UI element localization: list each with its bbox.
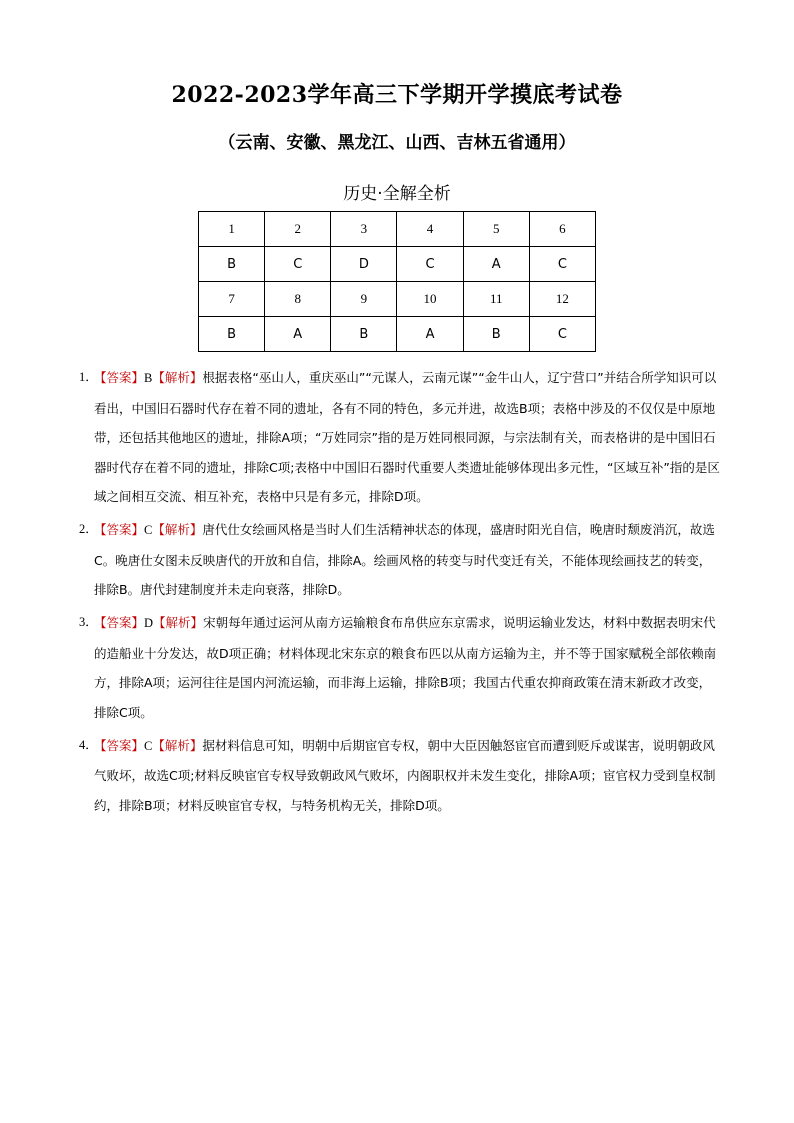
answer-letter: C (144, 523, 153, 537)
question-number: 5 (463, 212, 529, 247)
question-number-row (199, 282, 596, 317)
document-subtitle: （云南、安徽、黑龙江、山西、吉林五省通用） (218, 133, 576, 153)
question-number: 10 (397, 282, 463, 317)
item-number: 1． (79, 370, 98, 384)
question-number: 11 (463, 282, 529, 317)
analysis-tag: 【解析】 (152, 737, 203, 753)
answer-cell: C (529, 317, 595, 352)
answer-row (199, 317, 596, 352)
explanation-text: 宋朝每年通过运河从南方运输粮食布帛供应东京需求，说明运输业发达，材料中数据表明宋代的造船业十分发达，故D项正确；材料体现北宋东京的粮食布匹以从南方运输为主，并不等于国家赋税全部依赖南方，排除A项；运河往往是国内河流运输，而非海上运输，排除B项；我国古代重农抑商政策在清末新政才改变，排除C项。 (94, 615, 717, 720)
section-title: 历史·全解全析 (343, 184, 451, 204)
explanation-item (79, 731, 723, 821)
answer-cell: A (463, 247, 529, 282)
answer-cell: B (331, 317, 397, 352)
answer-cell: A (397, 317, 463, 352)
answer-cell: B (463, 317, 529, 352)
item-number: 2． (79, 522, 98, 536)
item-number: 3． (79, 615, 98, 629)
item-number: 4． (79, 737, 98, 752)
question-number: 12 (529, 282, 595, 317)
question-number: 2 (265, 212, 331, 247)
explanation-text: 唐代仕女绘画风格是当时人们生活精神状态的体现，盛唐时阳光自信，晚唐时颓废消沉，故选C。晚唐仕女图未反映唐代的开放和自信，排除A。绘画风格的转变与时代变迁有关，不能体现绘画技艺的转变，排除B。唐代封建制度并未走向衰落，排除D。 (94, 522, 715, 597)
answer-row (199, 247, 596, 282)
question-number: 7 (199, 282, 265, 317)
answer-tag: 【答案】 (94, 370, 145, 385)
question-number: 8 (265, 282, 331, 317)
explanation-item (79, 515, 723, 605)
question-number: 3 (331, 212, 397, 247)
answer-letter: C (144, 738, 153, 753)
question-number: 6 (529, 212, 595, 247)
answer-cell: C (265, 247, 331, 282)
explanation-item (79, 608, 723, 727)
analysis-tag: 【解析】 (152, 370, 203, 385)
answer-tag: 【答案】 (94, 522, 145, 537)
answer-tag: 【答案】 (94, 615, 145, 630)
question-number: 1 (199, 212, 265, 247)
answer-cell: D (331, 247, 397, 282)
answer-table (198, 211, 596, 352)
explanation-list (79, 363, 723, 824)
explanation-item (79, 363, 723, 512)
answer-cell: C (529, 247, 595, 282)
question-number: 4 (397, 212, 463, 247)
answer-letter: D (144, 616, 154, 630)
analysis-tag: 【解析】 (152, 522, 203, 537)
answer-cell: B (199, 317, 265, 352)
answer-cell: C (397, 247, 463, 282)
answer-cell: B (199, 247, 265, 282)
answer-letter: B (144, 371, 153, 385)
question-number-row (199, 212, 596, 247)
question-number: 9 (331, 282, 397, 317)
answer-cell: A (265, 317, 331, 352)
answer-tag: 【答案】 (94, 737, 145, 753)
document-title: 2022-2023学年高三下学期开学摸底考试卷 (171, 82, 623, 108)
explanation-text: 据材料信息可知，明朝中后期宦官专权，朝中大臣因触怒宦官而遭到贬斥或谋害，说明朝政风气败坏，故选C项;材料反映宦官专权导致朝政风气败坏，内阁职权并未发生变化，排除A项；宦官权力受到皇权制约，排除B项；材料反映宦官专权，与特务机构无关，排除D项。 (94, 737, 716, 813)
explanation-text: 根据表格“巫山人，重庆巫山”“元谋人，云南元谋”“金牛山人，辽宁营口”并结合所学知识可以看出，中国旧石器时代存在着不同的遗址，各有不同的特色，多元并进，故选B项；表格中涉及的不仅仅是中原地带，还包括其他地区的遗址，排除A项；“万姓同宗”指的是万姓同根同源，与宗法制有关，而表格讲的是中国旧石器时代存在着不同的遗址，排除C项;表格中中国旧石器时代重要人类遗址能够体现出多元性，“区域互补”指的是区域之间相互交流、相互补充，表格中只是有多元，排除D项。 (94, 370, 720, 504)
analysis-tag: 【解析】 (153, 615, 204, 630)
